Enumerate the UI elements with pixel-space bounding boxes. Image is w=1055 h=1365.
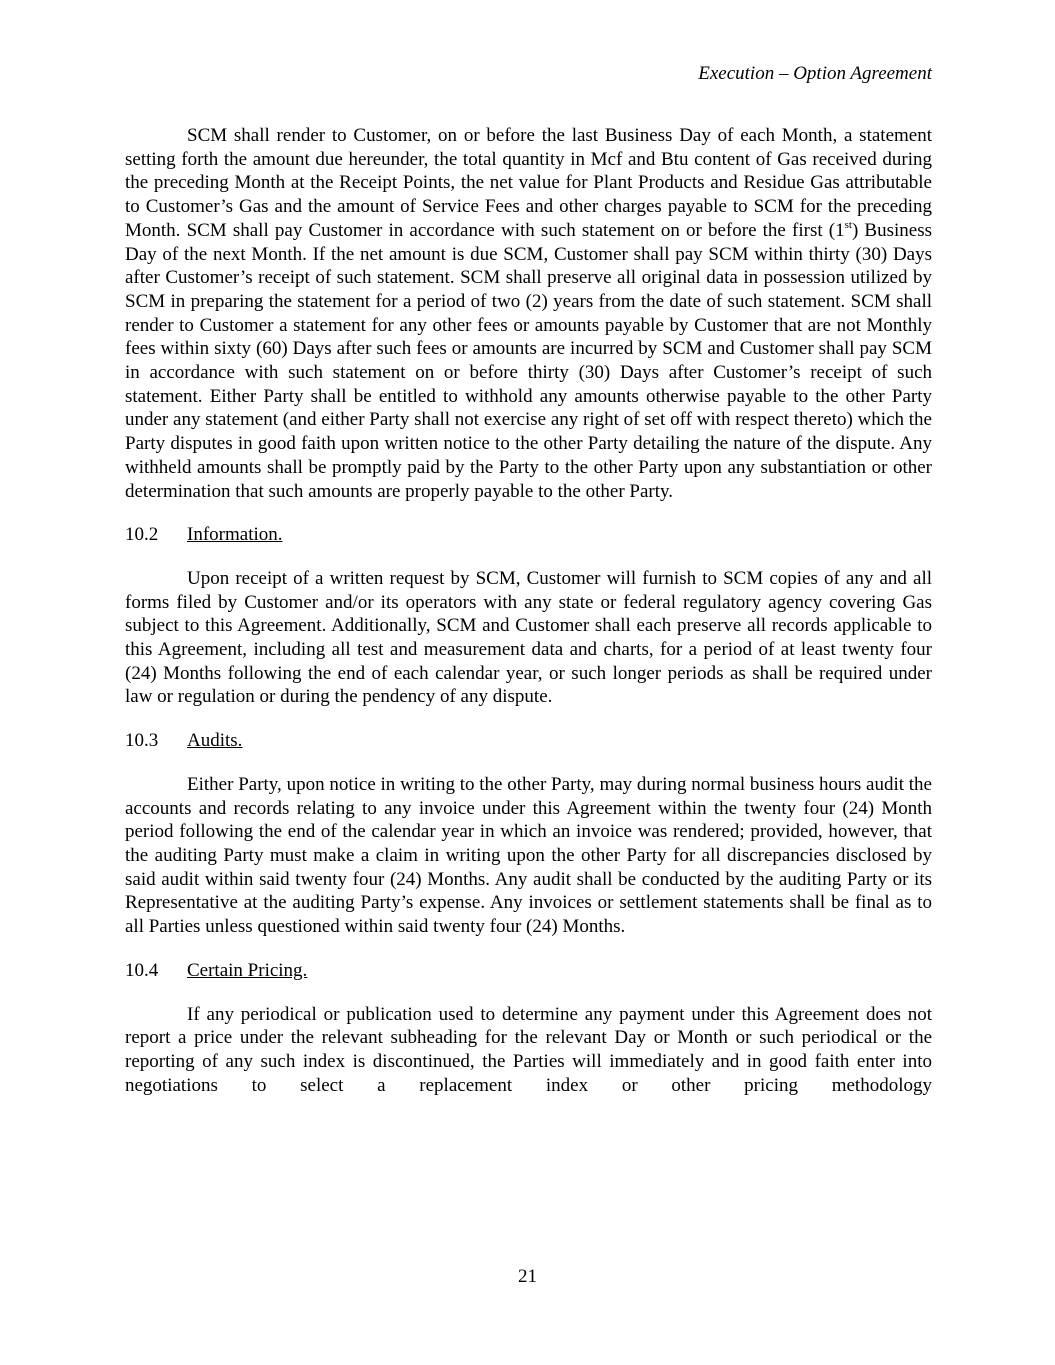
page-number: 21 [518,1266,537,1287]
section-heading-information [125,523,932,547]
section-title: Audits. [187,730,243,752]
section-title: Certain Pricing. [187,959,308,981]
section-title: Information. [187,524,283,546]
section-number: 10.4 [125,959,159,981]
paragraph-statements [125,124,932,503]
section-heading-audits [125,729,932,753]
paragraph-certain-pricing: If any periodical or publication used to determine any payment under this Agreement does not report a price under the relevant subheading for the relevant Day or Month or such periodical or the reporting of any such index is discontinued, the Parties will immediately and in good faith enter into negotiations to select a replacement index or other pricing methodology [125,1003,932,1096]
paragraph-statements-part2: ) Business Day of the next Month. If the net amount is due SCM, Customer shall pay SCM within thirty (30) Days after Customer’s receipt of such statement. SCM shall preserve all original data in possession utilized by SCM in preparing the statement for a period of two (2) years from the date of such statement. SCM shall render to Customer a statement for any other fees or amounts payable by Customer that are not Monthly fees within sixty (60) Days after such fees or amounts are incurred by SCM and Customer shall pay SCM in accordance with such statement on or before thirty (30) Days after Customer’s receipt of such statement. Either Party shall be entitled to withhold any amounts otherwise payable to the other Party under any statement (and either Party shall not exercise any right of set off with respect thereto) which the Party disputes in good faith upon written notice to the other Party detailing the nature of the dispute. Any withheld amounts shall be promptly paid by the Party to the other Party upon any substantiation or other determination that such amounts are properly payable to the other Party. [125,219,932,502]
paragraph-information: Upon receipt of a written request by SCM, Customer will furnish to SCM copies of any and all forms filed by Customer and/or its operators with any state or federal regulatory agency covering Gas subject to this Agreement. Additionally, SCM and Customer shall each preserve all records applicable to this Agreement, including all test and measurement data and charts, for a period of at least twenty four (24) Months following the end of each calendar year, or such longer periods as shall be required under law or regulation or during the pendency of any dispute. [125,567,932,708]
ordinal-superscript: st [844,218,852,231]
paragraph-statements-part1: SCM shall render to Customer, on or before the last Business Day of each Month, a statement setting forth the amount due hereunder, the total quantity in Mcf and Btu content of Gas received during the preceding Month at the Receipt Points, the net value for Plant Products and Residue Gas attributable to Customer’s Gas and the amount of Service Fees and other charges payable to SCM for the preceding Month. SCM shall pay Customer in accordance with such statement on or before the first (1 [125,125,932,241]
section-number: 10.2 [125,524,159,546]
section-heading-certain-pricing [125,959,932,983]
section-number: 10.3 [125,730,159,752]
document-body [125,124,932,1097]
paragraph-audits: Either Party, upon notice in writing to the other Party, may during normal business hours audit the accounts and records relating to any invoice under this Agreement within the twenty four (24) Month period following the end of the calendar year in which an invoice was rendered; provided, however, that the auditing Party must make a claim in writing upon the other Party for all discrepancies disclosed by said audit within said twenty four (24) Months. Any audit shall be conducted by the auditing Party or its Representative at the auditing Party’s expense. Any invoices or settlement statements shall be final as to all Parties unless questioned within said twenty four (24) Months. [125,773,932,938]
page-header: Execution – Option Agreement [698,63,932,84]
